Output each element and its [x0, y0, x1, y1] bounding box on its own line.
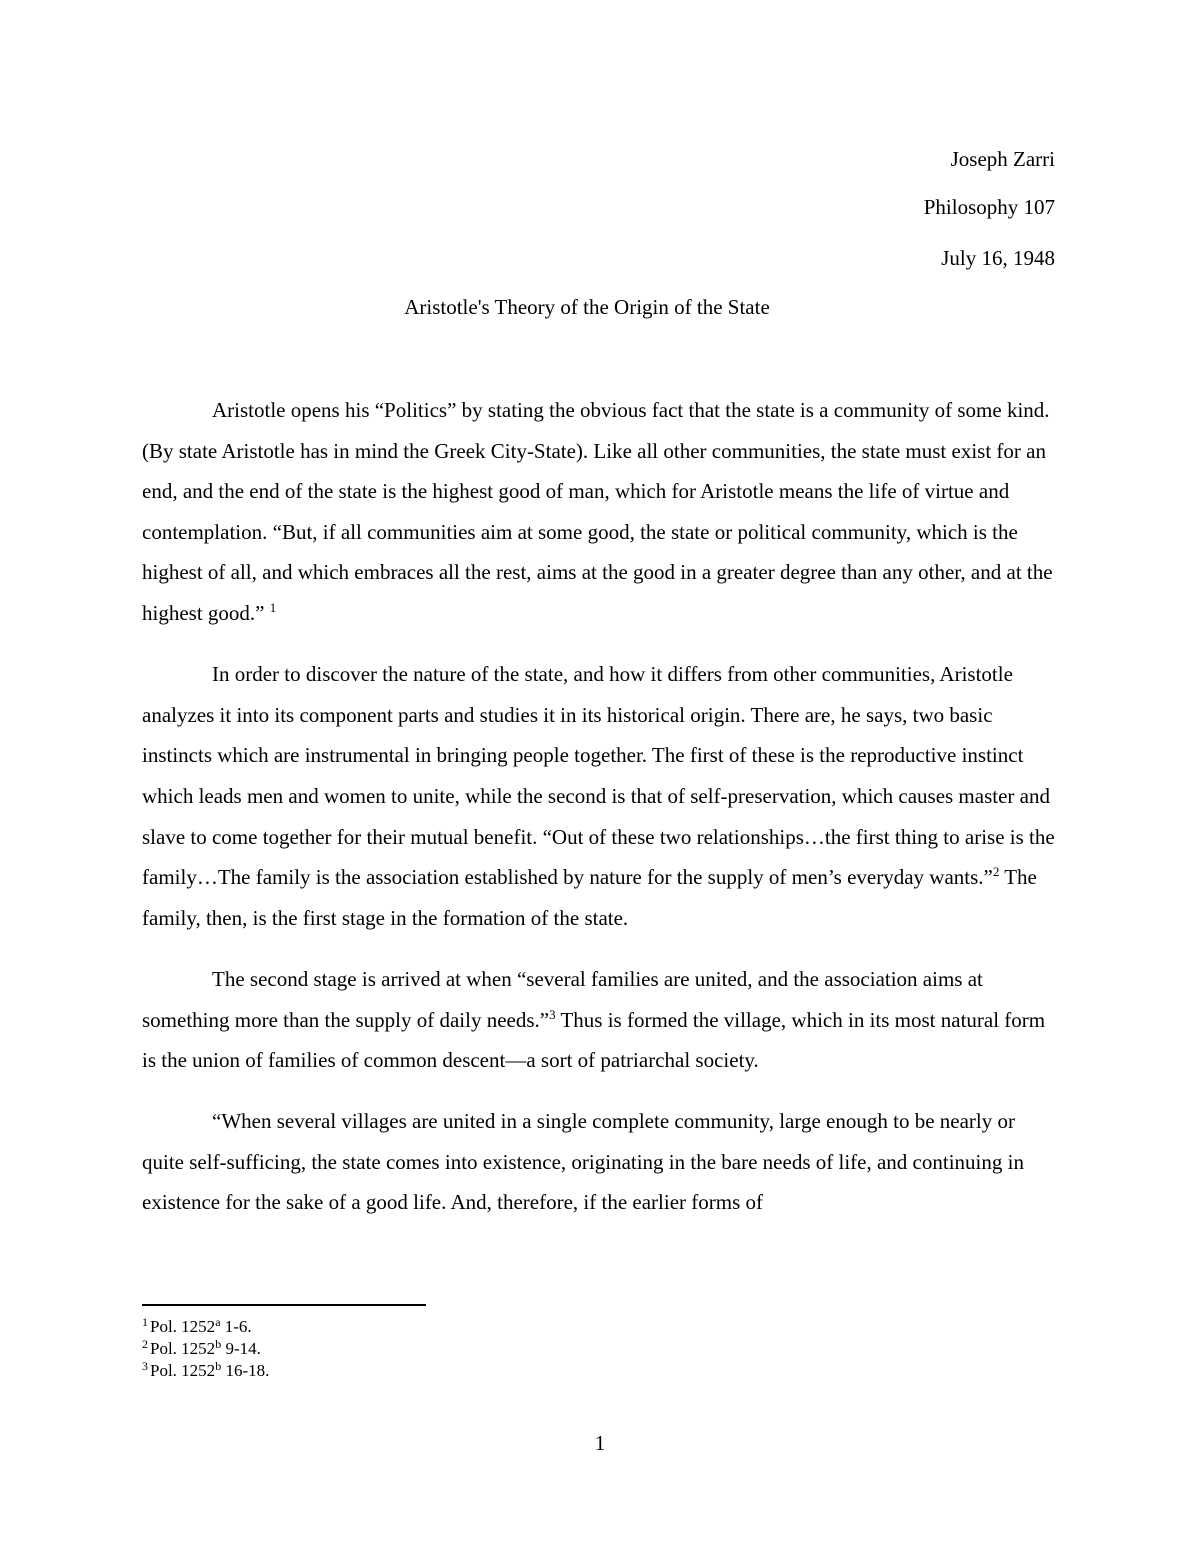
paragraph-3 [142, 959, 1056, 1081]
footnote-1-text: Pol. 1252 [150, 1317, 216, 1336]
footnote-2-number: 2 [142, 1337, 148, 1351]
paragraph-2-text: In order to discover the nature of the state, and how it differs from other communities, Aristotle analyzes it into its component parts and studies it in its historical origin. There are, he says, two basic instincts which are instrumental in bringing people together. The first of these is the reproductive instinct which leads men and women to unite, while the second is that of self-preservation, which causes master and slave to come together for their mutual benefit. “Out of these two relationships…the first thing to arise is the family…The family is the association established by nature for the supply of men’s everyday wants.” [142, 662, 1055, 890]
paragraph-2-continuation: The family, then, is the first stage in the formation of the state. [142, 865, 1037, 930]
footnote-1-sup: a [215, 1315, 221, 1329]
paragraph-4 [142, 1101, 1056, 1223]
page-number: 1 [594, 1431, 606, 1455]
paragraph-1-text: Aristotle opens his “Politics” by stating the obvious fact that the state is a community of some kind. (By state Aristotle has in mind the Greek City-State). Like all other communities, the state must exist for an end, and the end of the state is the highest good of man, which for Aristotle means the life of virtue and contemplation. “But, if all communities aim at some good, the state or political community, which is the highest of all, and which embraces all the rest, aims at the good in a greater degree than any other, and at the highest good.” [142, 398, 1053, 625]
course-name: Philosophy 107 [923, 195, 1055, 219]
footnote-3 [142, 1360, 269, 1382]
footnote-ref-2: 2 [992, 864, 1000, 880]
footnote-2-text: Pol. 1252 [150, 1339, 216, 1358]
footnote-3-text: Pol. 1252 [150, 1361, 216, 1380]
footnote-1 [142, 1316, 269, 1338]
paragraph-1 [142, 390, 1056, 634]
document-date: July 16, 1948 [941, 246, 1055, 270]
footnote-2 [142, 1338, 269, 1360]
footnote-3-number: 3 [142, 1359, 148, 1373]
footnote-ref-3: 3 [549, 1006, 556, 1022]
footnote-2-rest: 9-14. [221, 1339, 261, 1358]
footnote-1-number: 1 [142, 1315, 148, 1329]
footnote-2-sup: b [215, 1337, 222, 1351]
essay-title: Aristotle's Theory of the Origin of the State [404, 295, 770, 319]
footnote-separator [142, 1304, 426, 1306]
paragraph-3-text: The second stage is arrived at when “several families are united, and the association aims at something more than the supply of daily needs.” [142, 966, 983, 1032]
footnotes [142, 1316, 269, 1382]
paragraph-4-text: “When several villages are united in a single complete community, large enough to be nearly or quite self-sufficing, the state comes into existence, originating in the bare needs of life, and continuing in existence for the sake of a good life. And, therefore, if the earlier forms of [142, 1109, 1024, 1215]
essay-body [142, 390, 1056, 1244]
footnote-3-sup: b [215, 1359, 222, 1373]
paragraph-3-continuation: Thus is formed the village, which in its most natural form is the union of families of common descent—a sort of patriarchal society. [142, 1007, 1046, 1073]
footnote-1-rest: 1-6. [220, 1317, 252, 1336]
footnote-ref-1: 1 [269, 599, 277, 615]
author-name: Joseph Zarri [950, 147, 1055, 171]
footnote-3-rest: 16-18. [221, 1361, 270, 1380]
paragraph-2 [142, 654, 1056, 938]
